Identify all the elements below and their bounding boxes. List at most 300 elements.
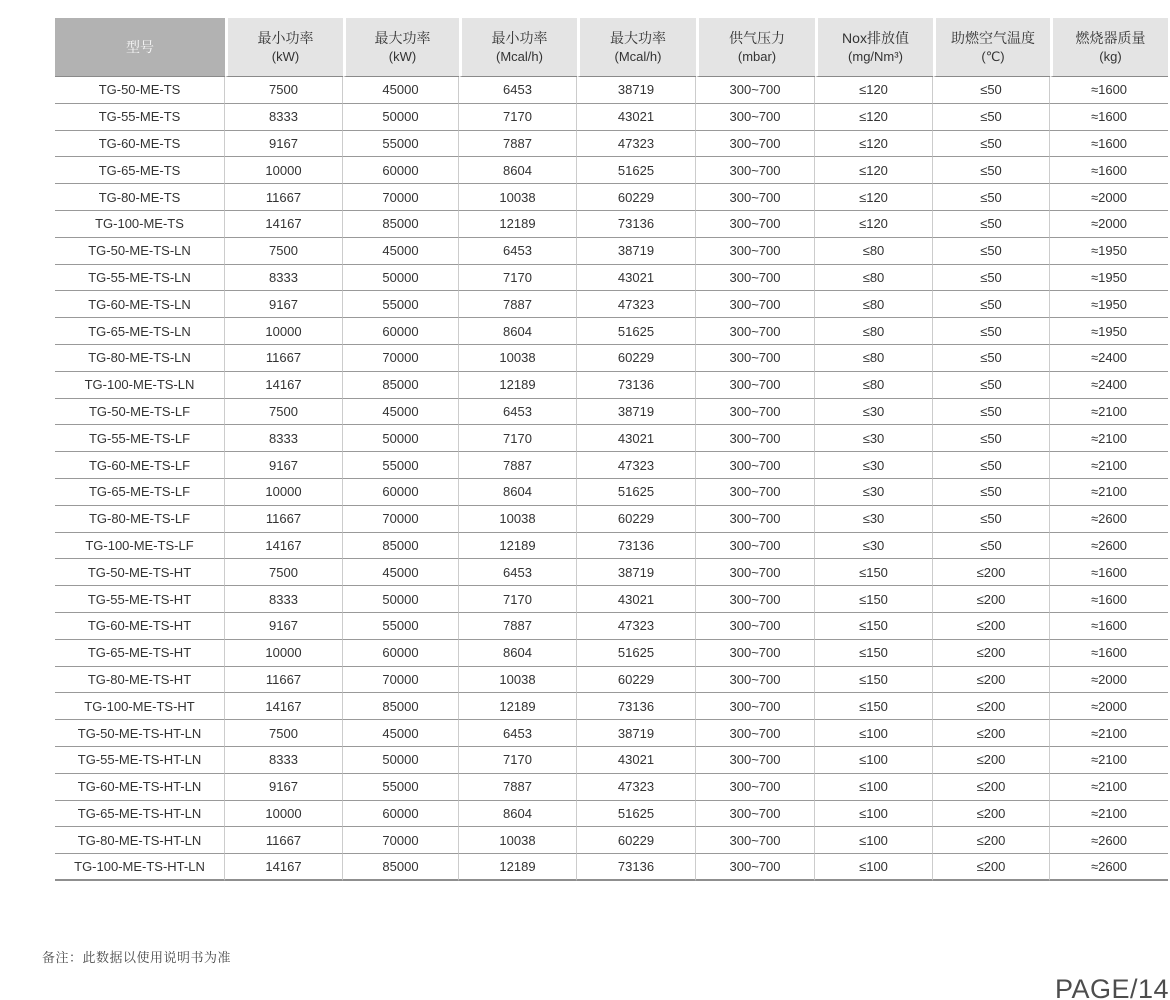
table-cell: ≈2100	[1050, 425, 1168, 452]
header-unit: (Mcal/h)	[614, 49, 662, 64]
table-cell: 12189	[459, 533, 577, 560]
table-cell: 73136	[577, 533, 696, 560]
spec-table	[55, 18, 1168, 881]
table-cell: 8604	[459, 157, 577, 184]
model-cell: TG-65-ME-TS-LN	[55, 318, 225, 345]
table-cell: 45000	[343, 77, 459, 104]
header-cell	[55, 18, 225, 77]
table-cell: 51625	[577, 479, 696, 506]
table-cell: ≤30	[815, 506, 933, 533]
table-cell: ≤50	[933, 77, 1050, 104]
table-cell: 300~700	[696, 667, 815, 694]
header-cell	[459, 18, 577, 77]
table-cell: 7500	[225, 559, 343, 586]
table-cell: ≤80	[815, 238, 933, 265]
model-cell: TG-80-ME-TS-HT	[55, 667, 225, 694]
table-row	[55, 211, 1168, 238]
table-cell: 45000	[343, 559, 459, 586]
table-cell: 7500	[225, 720, 343, 747]
table-row	[55, 747, 1168, 774]
table-cell: 51625	[577, 318, 696, 345]
table-cell: 300~700	[696, 747, 815, 774]
header-unit: (mg/Nm³)	[848, 49, 903, 64]
table-cell: ≤200	[933, 854, 1050, 881]
table-cell: 12189	[459, 854, 577, 881]
table-cell: 300~700	[696, 265, 815, 292]
table-cell: 38719	[577, 720, 696, 747]
table-cell: 6453	[459, 399, 577, 426]
table-cell: ≤120	[815, 77, 933, 104]
table-cell: 7887	[459, 452, 577, 479]
table-cell: 7500	[225, 238, 343, 265]
table-cell: ≈1950	[1050, 318, 1168, 345]
table-cell: 8604	[459, 640, 577, 667]
table-row	[55, 479, 1168, 506]
table-cell: 47323	[577, 774, 696, 801]
table-cell: 85000	[343, 693, 459, 720]
table-cell: 300~700	[696, 372, 815, 399]
model-cell: TG-80-ME-TS	[55, 184, 225, 211]
table-cell: ≤50	[933, 506, 1050, 533]
table-cell: 300~700	[696, 345, 815, 372]
model-cell: TG-55-ME-TS-LN	[55, 265, 225, 292]
table-cell: ≤50	[933, 265, 1050, 292]
table-cell: ≤30	[815, 452, 933, 479]
table-cell: ≤80	[815, 265, 933, 292]
table-cell: ≤80	[815, 318, 933, 345]
table-cell: 45000	[343, 399, 459, 426]
table-cell: 43021	[577, 104, 696, 131]
table-row	[55, 801, 1168, 828]
table-cell: 70000	[343, 345, 459, 372]
table-cell: 10038	[459, 345, 577, 372]
table-cell: 50000	[343, 104, 459, 131]
table-cell: ≤80	[815, 372, 933, 399]
table-cell: ≤100	[815, 854, 933, 881]
table-cell: 50000	[343, 747, 459, 774]
table-cell: ≤120	[815, 184, 933, 211]
table-cell: 60229	[577, 667, 696, 694]
table-cell: 9167	[225, 291, 343, 318]
header-label: 助燃空气温度	[951, 30, 1035, 46]
header-unit: (Mcal/h)	[496, 49, 543, 64]
table-cell: 7887	[459, 131, 577, 158]
table-cell: 14167	[225, 693, 343, 720]
table-cell: 51625	[577, 801, 696, 828]
table-cell: ≤50	[933, 479, 1050, 506]
spec-table-head	[55, 18, 1168, 77]
table-cell: ≈1600	[1050, 131, 1168, 158]
footnote: 备注：此数据以使用说明书为准	[42, 950, 232, 965]
table-cell: 300~700	[696, 211, 815, 238]
header-cell	[815, 18, 933, 77]
table-cell: 60000	[343, 801, 459, 828]
table-cell: 55000	[343, 131, 459, 158]
table-cell: ≤200	[933, 747, 1050, 774]
table-cell: ≤50	[933, 211, 1050, 238]
table-cell: 73136	[577, 372, 696, 399]
table-cell: 50000	[343, 586, 459, 613]
table-cell: 60000	[343, 318, 459, 345]
table-row	[55, 586, 1168, 613]
model-cell: TG-100-ME-TS	[55, 211, 225, 238]
table-cell: 43021	[577, 586, 696, 613]
table-cell: ≈2000	[1050, 667, 1168, 694]
header-cell	[577, 18, 696, 77]
table-cell: ≈2100	[1050, 479, 1168, 506]
header-label: 最大功率	[610, 30, 666, 46]
table-cell: 12189	[459, 211, 577, 238]
table-row	[55, 372, 1168, 399]
table-cell: 85000	[343, 854, 459, 881]
table-cell: 14167	[225, 372, 343, 399]
model-cell: TG-100-ME-TS-HT	[55, 693, 225, 720]
table-cell: 10000	[225, 640, 343, 667]
table-cell: 73136	[577, 211, 696, 238]
model-cell: TG-65-ME-TS	[55, 157, 225, 184]
table-cell: 43021	[577, 425, 696, 452]
table-cell: ≤200	[933, 640, 1050, 667]
table-cell: ≈2100	[1050, 452, 1168, 479]
table-row	[55, 613, 1168, 640]
table-cell: 55000	[343, 291, 459, 318]
table-cell: ≤100	[815, 747, 933, 774]
header-label: Nox排放值	[842, 30, 909, 46]
table-cell: 300~700	[696, 720, 815, 747]
model-cell: TG-55-ME-TS-LF	[55, 425, 225, 452]
table-cell: ≤30	[815, 425, 933, 452]
table-row	[55, 506, 1168, 533]
table-cell: 38719	[577, 238, 696, 265]
table-row	[55, 104, 1168, 131]
table-cell: ≤150	[815, 559, 933, 586]
model-cell: TG-60-ME-TS-LF	[55, 452, 225, 479]
table-row	[55, 291, 1168, 318]
table-cell: 60229	[577, 506, 696, 533]
table-cell: 14167	[225, 854, 343, 881]
table-row	[55, 452, 1168, 479]
table-cell: ≈1950	[1050, 238, 1168, 265]
table-cell: 300~700	[696, 479, 815, 506]
table-cell: 300~700	[696, 104, 815, 131]
table-cell: 300~700	[696, 399, 815, 426]
table-cell: 12189	[459, 693, 577, 720]
model-cell: TG-100-ME-TS-LF	[55, 533, 225, 560]
table-cell: 300~700	[696, 77, 815, 104]
table-cell: 60000	[343, 157, 459, 184]
table-cell: ≤150	[815, 586, 933, 613]
table-cell: 85000	[343, 372, 459, 399]
table-cell: 300~700	[696, 533, 815, 560]
table-cell: ≤200	[933, 667, 1050, 694]
table-cell: 85000	[343, 533, 459, 560]
table-cell: 300~700	[696, 318, 815, 345]
table-cell: 9167	[225, 131, 343, 158]
table-cell: ≤150	[815, 640, 933, 667]
model-cell: TG-50-ME-TS-HT	[55, 559, 225, 586]
table-cell: ≈2100	[1050, 399, 1168, 426]
table-cell: ≈2400	[1050, 345, 1168, 372]
table-cell: ≤50	[933, 372, 1050, 399]
header-row	[55, 18, 1168, 77]
table-cell: 10000	[225, 157, 343, 184]
table-cell: 300~700	[696, 425, 815, 452]
table-cell: 9167	[225, 774, 343, 801]
table-row	[55, 399, 1168, 426]
table-cell: 7887	[459, 613, 577, 640]
table-cell: 8333	[225, 586, 343, 613]
table-cell: 8604	[459, 479, 577, 506]
table-cell: 8333	[225, 425, 343, 452]
table-cell: 300~700	[696, 640, 815, 667]
model-cell: TG-55-ME-TS	[55, 104, 225, 131]
table-cell: 10038	[459, 184, 577, 211]
table-cell: ≈2000	[1050, 693, 1168, 720]
table-cell: 7170	[459, 747, 577, 774]
table-cell: 43021	[577, 747, 696, 774]
table-row	[55, 720, 1168, 747]
table-cell: ≤120	[815, 157, 933, 184]
model-cell: TG-65-ME-TS-HT-LN	[55, 801, 225, 828]
table-cell: 6453	[459, 559, 577, 586]
table-cell: 300~700	[696, 157, 815, 184]
table-cell: ≤50	[933, 157, 1050, 184]
table-cell: 7170	[459, 265, 577, 292]
spec-table-body	[55, 77, 1168, 881]
table-cell: 10000	[225, 801, 343, 828]
table-cell: 73136	[577, 693, 696, 720]
table-cell: 300~700	[696, 452, 815, 479]
model-cell: TG-50-ME-TS-HT-LN	[55, 720, 225, 747]
table-cell: ≈2600	[1050, 827, 1168, 854]
header-cell	[343, 18, 459, 77]
table-cell: 70000	[343, 184, 459, 211]
table-cell: 47323	[577, 131, 696, 158]
header-cell	[696, 18, 815, 77]
header-unit: (kg)	[1099, 49, 1122, 64]
table-cell: 51625	[577, 157, 696, 184]
table-cell: 300~700	[696, 854, 815, 881]
table-cell: ≤50	[933, 184, 1050, 211]
header-unit: (kW)	[271, 49, 300, 64]
table-row	[55, 318, 1168, 345]
model-cell: TG-50-ME-TS	[55, 77, 225, 104]
table-row	[55, 345, 1168, 372]
table-cell: ≤150	[815, 667, 933, 694]
table-cell: 300~700	[696, 559, 815, 586]
table-cell: 8333	[225, 747, 343, 774]
table-cell: 14167	[225, 211, 343, 238]
table-row	[55, 425, 1168, 452]
table-cell: ≤200	[933, 827, 1050, 854]
table-cell: ≤120	[815, 104, 933, 131]
model-cell: TG-60-ME-TS-LN	[55, 291, 225, 318]
table-cell: ≈1600	[1050, 104, 1168, 131]
table-row	[55, 667, 1168, 694]
table-row	[55, 533, 1168, 560]
header-unit: (mbar)	[737, 49, 777, 64]
header-cell	[1050, 18, 1168, 77]
table-cell: 6453	[459, 77, 577, 104]
table-cell: 7887	[459, 291, 577, 318]
header-unit: (kW)	[388, 49, 417, 64]
table-cell: 47323	[577, 291, 696, 318]
table-cell: 6453	[459, 720, 577, 747]
table-cell: 11667	[225, 506, 343, 533]
header-label: 供气压力	[729, 30, 785, 46]
table-cell: 73136	[577, 854, 696, 881]
model-cell: TG-100-ME-TS-LN	[55, 372, 225, 399]
table-cell: ≤200	[933, 774, 1050, 801]
table-cell: 60229	[577, 184, 696, 211]
table-cell: ≤200	[933, 613, 1050, 640]
header-cell	[933, 18, 1050, 77]
table-cell: ≤50	[933, 533, 1050, 560]
table-cell: 7170	[459, 104, 577, 131]
header-label: 最小功率	[257, 30, 314, 46]
table-cell: 300~700	[696, 613, 815, 640]
table-cell: 7500	[225, 399, 343, 426]
table-cell: ≤100	[815, 720, 933, 747]
table-cell: ≤50	[933, 425, 1050, 452]
model-cell: TG-80-ME-TS-LF	[55, 506, 225, 533]
model-cell: TG-55-ME-TS-HT	[55, 586, 225, 613]
table-cell: ≤50	[933, 238, 1050, 265]
table-cell: ≤80	[815, 345, 933, 372]
table-cell: ≤50	[933, 291, 1050, 318]
table-cell: 55000	[343, 452, 459, 479]
table-cell: 14167	[225, 533, 343, 560]
table-cell: ≈2600	[1050, 533, 1168, 560]
table-cell: ≤200	[933, 801, 1050, 828]
table-cell: ≈1600	[1050, 559, 1168, 586]
table-cell: ≤120	[815, 211, 933, 238]
table-cell: ≤200	[933, 586, 1050, 613]
table-cell: 11667	[225, 667, 343, 694]
header-unit: (℃)	[981, 49, 1005, 64]
table-cell: ≈2100	[1050, 720, 1168, 747]
model-cell: TG-80-ME-TS-LN	[55, 345, 225, 372]
table-cell: 7170	[459, 586, 577, 613]
table-row	[55, 265, 1168, 292]
table-cell: ≤150	[815, 613, 933, 640]
table-cell: 11667	[225, 345, 343, 372]
table-cell: ≤50	[933, 318, 1050, 345]
table-cell: ≈2100	[1050, 801, 1168, 828]
table-cell: ≤50	[933, 452, 1050, 479]
model-cell: TG-50-ME-TS-LF	[55, 399, 225, 426]
table-row	[55, 827, 1168, 854]
table-cell: 43021	[577, 265, 696, 292]
table-cell: 12189	[459, 372, 577, 399]
table-cell: 300~700	[696, 801, 815, 828]
table-cell: 300~700	[696, 774, 815, 801]
table-cell: 10000	[225, 479, 343, 506]
table-cell: ≤200	[933, 720, 1050, 747]
table-cell: 300~700	[696, 827, 815, 854]
table-cell: 8333	[225, 265, 343, 292]
table-cell: 9167	[225, 613, 343, 640]
table-cell: ≈2000	[1050, 211, 1168, 238]
table-cell: ≈1950	[1050, 291, 1168, 318]
model-cell: TG-100-ME-TS-HT-LN	[55, 854, 225, 881]
table-cell: ≈1600	[1050, 586, 1168, 613]
catalog-page	[0, 18, 1170, 1000]
table-cell: 300~700	[696, 291, 815, 318]
table-cell: ≈2000	[1050, 184, 1168, 211]
table-cell: 38719	[577, 399, 696, 426]
table-cell: ≤100	[815, 827, 933, 854]
table-cell: ≤120	[815, 131, 933, 158]
model-cell: TG-65-ME-TS-HT	[55, 640, 225, 667]
model-cell: TG-80-ME-TS-HT-LN	[55, 827, 225, 854]
table-cell: ≤80	[815, 291, 933, 318]
table-cell: ≈2400	[1050, 372, 1168, 399]
table-cell: 8604	[459, 801, 577, 828]
table-cell: ≤200	[933, 559, 1050, 586]
table-row	[55, 131, 1168, 158]
table-row	[55, 184, 1168, 211]
table-row	[55, 640, 1168, 667]
table-cell: 11667	[225, 184, 343, 211]
model-cell: TG-60-ME-TS-HT	[55, 613, 225, 640]
header-label: 燃烧器质量	[1075, 30, 1146, 46]
table-cell: 7500	[225, 77, 343, 104]
header-label: 最小功率	[491, 30, 548, 46]
table-cell: ≈1600	[1050, 157, 1168, 184]
header-cell	[225, 18, 343, 77]
table-cell: 9167	[225, 452, 343, 479]
table-cell: ≤50	[933, 345, 1050, 372]
model-cell: TG-65-ME-TS-LF	[55, 479, 225, 506]
table-cell: 45000	[343, 720, 459, 747]
table-cell: ≤50	[933, 104, 1050, 131]
model-cell: TG-60-ME-TS-HT-LN	[55, 774, 225, 801]
table-cell: 60229	[577, 827, 696, 854]
table-cell: 11667	[225, 827, 343, 854]
table-cell: ≈2100	[1050, 774, 1168, 801]
table-cell: 38719	[577, 559, 696, 586]
table-cell: 300~700	[696, 693, 815, 720]
table-cell: ≤30	[815, 399, 933, 426]
table-cell: ≤100	[815, 801, 933, 828]
table-cell: ≈2600	[1050, 506, 1168, 533]
table-cell: 70000	[343, 667, 459, 694]
table-cell: ≈1600	[1050, 77, 1168, 104]
table-cell: ≈2600	[1050, 854, 1168, 881]
table-row	[55, 774, 1168, 801]
table-cell: ≈2100	[1050, 747, 1168, 774]
table-cell: 8333	[225, 104, 343, 131]
table-cell: 10000	[225, 318, 343, 345]
table-cell: ≤30	[815, 533, 933, 560]
table-cell: ≈1600	[1050, 640, 1168, 667]
table-cell: 300~700	[696, 238, 815, 265]
table-row	[55, 854, 1168, 881]
table-cell: ≤150	[815, 693, 933, 720]
table-cell: 7170	[459, 425, 577, 452]
table-cell: 85000	[343, 211, 459, 238]
table-cell: 50000	[343, 265, 459, 292]
table-cell: 38719	[577, 77, 696, 104]
table-cell: 45000	[343, 238, 459, 265]
table-cell: ≈1600	[1050, 613, 1168, 640]
table-cell: 70000	[343, 827, 459, 854]
table-cell: ≤30	[815, 479, 933, 506]
table-cell: 51625	[577, 640, 696, 667]
table-cell: 300~700	[696, 184, 815, 211]
table-cell: 55000	[343, 613, 459, 640]
